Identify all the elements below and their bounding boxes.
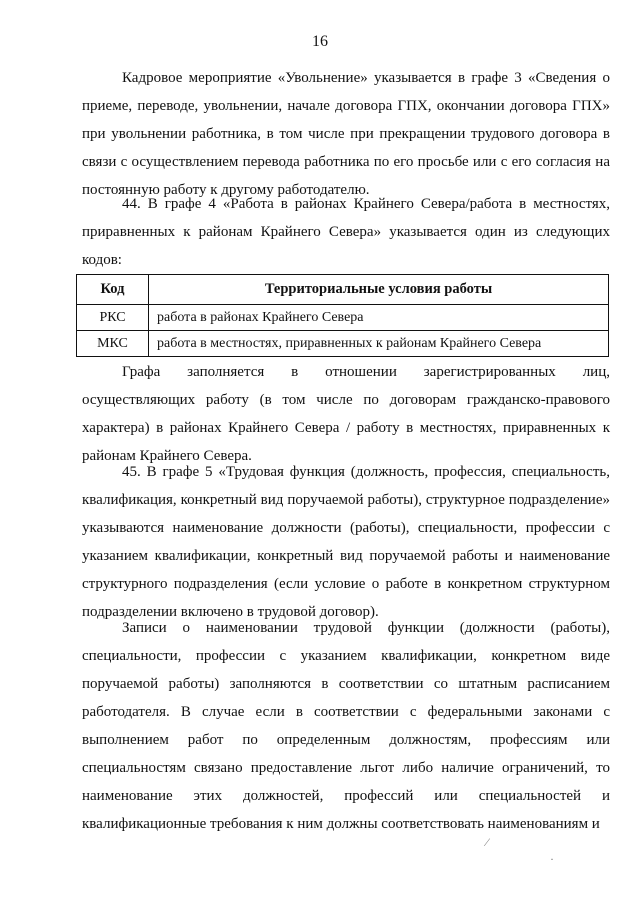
column-header-conditions: Территориальные условия работы (149, 275, 609, 305)
scan-artifact: ⁄ (486, 835, 489, 849)
paragraph-column-fill: Графа заполняется в отношении зарегистрированных лиц, осуществляющих работу (в том числе по договорам гражданско-правового характера) в районах Крайнего Севера / работу в местностях, приравненных к районам Крайнего Севера. (82, 364, 610, 464)
table-row (77, 305, 609, 331)
page-number: 16 (312, 33, 328, 50)
paragraph-records: Записи о наименовании трудовой функции (должности (работы), специальности, профессии с указанием квалификации, конкретном виде поручаемой работы) заполняются в соответствии со штатным расписанием работодателя. В случае если в соответствии с федеральными законами с выполнением работ по определенным должностям, профессиям или специальностям связано предоставление льгот либо наличие ограничений, то наименование этих должностей, профессий или специальностей и квалификационные требования к ним должны соответствовать наименованиям и (82, 620, 610, 832)
table-cell-condition: работа в районах Крайнего Севера (149, 305, 609, 331)
table-cell-code: РКС (77, 305, 149, 331)
paragraph-44: 44. В графе 4 «Работа в районах Крайнего Севера/работа в местностях, приравненных к районам Крайнего Севера» указывается один из следующих кодов: (82, 196, 610, 268)
table-header-row (77, 275, 609, 305)
column-header-code: Код (77, 275, 149, 305)
table-row (77, 331, 609, 357)
scan-artifact: · (550, 852, 554, 866)
paragraph-45: 45. В графе 5 «Трудовая функция (должность, профессия, специальность, квалификация, конкретный вид поручаемой работы), структурное подразделение» указываются наименование должности (работы), специальности, профессии с указанием квалификации, конкретный вид поручаемой работы и наименование структурного подразделения (если условие о работе в конкретном структурном подразделении включено в трудовой договор). (82, 464, 610, 620)
paragraph-dismissal: Кадровое мероприятие «Увольнение» указывается в графе 3 «Сведения о приеме, переводе, увольнении, начале договора ГПХ, окончании договора ГПХ» при увольнении работника, в том числе при прекращении трудового договора в связи с осуществлением перевода работника по его просьбе или с его согласия на постоянную работу к другому работодателю. (82, 70, 610, 198)
table-cell-code: МКС (77, 331, 149, 357)
codes-table (76, 274, 609, 357)
table-cell-condition: работа в местностях, приравненных к районам Крайнего Севера (149, 331, 609, 357)
